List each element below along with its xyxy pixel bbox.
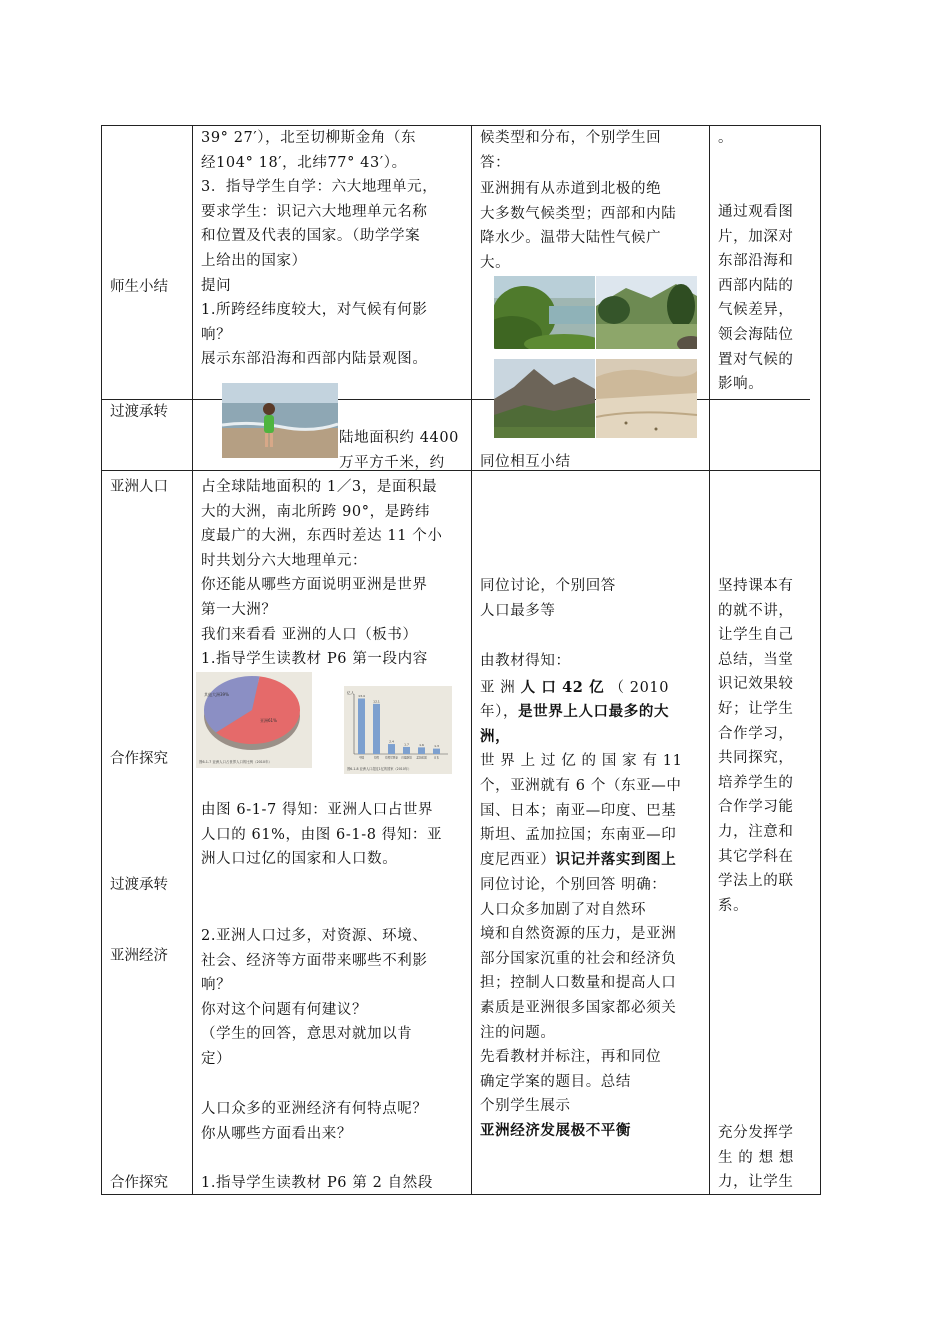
text-line: 经104° 18′，北纬77° 43′）。	[201, 154, 407, 171]
text-line: 担；控制人口数量和提高人口	[480, 975, 677, 992]
text-line: 东部沿海和	[718, 253, 794, 270]
bar-unit-label: 亿人	[347, 691, 355, 695]
bar-value-label: 2.4	[389, 739, 394, 744]
desert-dunes-photo	[596, 359, 697, 438]
bar-chart	[344, 686, 452, 774]
col-border-5	[820, 125, 821, 1195]
col-border-2	[192, 125, 193, 1195]
row-label-cooperation: 合作探究	[110, 751, 168, 767]
row-label-economy: 亚洲经济	[110, 948, 168, 964]
text-line: 总结，当堂	[718, 651, 794, 668]
text-line: 3．指导学生自学：六大地理单元，	[201, 179, 438, 196]
teacher-activity-block-5	[201, 1097, 428, 1146]
student-activity-summary: 同位相互小结	[480, 454, 571, 470]
row-label-summary: 师生小结	[110, 279, 168, 295]
land-area-text	[339, 426, 459, 475]
bar-value-label: 13.4	[358, 693, 365, 698]
row-border-2	[101, 470, 821, 471]
teacher-activity-block-4	[201, 924, 428, 1072]
bar-value-label: 1.6	[419, 742, 424, 747]
col-border-4	[709, 125, 710, 1195]
text-line: 通过观看图	[718, 204, 794, 220]
pie-label-other: 其他大洲39%	[204, 692, 229, 697]
text-line: 合作学习能	[718, 799, 794, 816]
bar-1	[373, 704, 380, 754]
text-line: 大。	[480, 254, 511, 271]
text-line: 生 的 想 想	[718, 1149, 795, 1166]
text-line: （学生的回答，意思对就加以肯	[201, 1026, 413, 1043]
population-share-pie-figure	[196, 672, 312, 768]
text-line: 1.所跨经纬度较大，对气候有何影	[201, 302, 428, 319]
text-line: 国、日本；南亚—印度、巴基	[480, 802, 677, 819]
text-line: 候类型和分布，个别学生回	[480, 130, 662, 146]
text-line: 气候差异，	[718, 302, 794, 319]
rocky-mountain-photo	[494, 359, 595, 438]
design-note-block-3	[718, 1121, 794, 1195]
teacher-activity-block-3	[201, 798, 442, 872]
text-line: 力，让学生	[718, 1174, 794, 1191]
pie-chart	[196, 672, 312, 768]
text-line: 提问	[201, 277, 232, 294]
beach-child-photo	[222, 383, 338, 458]
text-line: 个别学生展示	[480, 1098, 571, 1115]
text-line: 充分发挥学	[718, 1125, 794, 1141]
text-line	[480, 848, 682, 873]
text-line: 人口众多加剧了对自然环	[480, 901, 647, 918]
text-line: 亚洲拥有从赤道到北极的绝	[480, 181, 662, 198]
text-line: 境和自然资源的压力，是亚洲	[480, 926, 677, 943]
bar-category-label: 印度	[373, 756, 380, 760]
student-activity-block-4	[480, 873, 676, 1144]
col-border-1	[101, 125, 102, 1195]
text-line: 让学生自己	[718, 627, 794, 644]
row-label-transition-2: 过渡承转	[110, 877, 168, 893]
text-line: 坚持课本有	[718, 578, 794, 594]
text-line: 上给出的国家）	[201, 252, 307, 269]
text-line: 你对这个问题有何建议？	[201, 1001, 368, 1018]
text-line: 大的大洲，南北所跨 90°，是跨纬	[201, 503, 431, 520]
bar-category-label: 日本	[433, 756, 440, 760]
text-line: 好；让学生	[718, 700, 794, 717]
text-line: 39° 27′），北至切柳斯金角（东	[201, 130, 417, 146]
text-line: 部分国家沉重的社会和经济负	[480, 950, 677, 967]
text-line: 先看教材并标注，再和同位	[480, 1049, 662, 1066]
text-span: 度尼西亚）	[480, 851, 556, 868]
text-line: 由教材得知：	[480, 653, 571, 669]
text-span: 年），	[480, 704, 519, 721]
text-line: 人口的 61%，由图 6-1-8 得知：亚	[201, 826, 443, 843]
economy-conclusion: 亚洲经济发展极不平衡	[480, 1121, 631, 1139]
text-line: 响？	[201, 977, 232, 994]
text-line: 万平方千米，约	[339, 454, 445, 471]
bar-2	[388, 744, 395, 754]
text-line: 社会、经济等方面带来哪些不利影	[201, 952, 428, 969]
row-label-population: 亚洲人口	[110, 479, 168, 495]
text-line: 时共划分六大地理单元：	[201, 552, 368, 569]
bar-category-label: 孟加拉国	[416, 756, 427, 760]
text-line: 人口最多等	[480, 602, 556, 619]
text-line: 1.指导学生读教材 P6 第一段内容	[201, 651, 428, 668]
bar-value-label: 1.3	[434, 744, 439, 749]
population-countries-bar-figure	[344, 686, 452, 774]
text-line: 置对气候的	[718, 351, 794, 368]
text-line: 我们来看看 亚洲的人口（板书）	[201, 626, 418, 643]
bar-caption: 图6-1-8 亚洲人口超过1亿的国家（2010年）	[347, 767, 412, 771]
text-line	[480, 700, 682, 725]
highlight-text: 是世界上人口最多的大	[518, 703, 670, 721]
design-note-block-1	[718, 200, 794, 397]
bar-0	[358, 698, 365, 754]
text-line: 答：	[480, 154, 511, 171]
bar-4	[418, 747, 425, 754]
text-line: 占全球陆地面积的 1／3，是面积最	[201, 479, 438, 495]
bar-5	[433, 749, 440, 754]
text-line: 大多数气候类型；西部和内陆	[480, 205, 677, 222]
bar-3	[403, 747, 410, 754]
text-line: 和位置及代表的国家。（助学学案	[201, 228, 421, 245]
text-line: 系。	[718, 897, 749, 914]
text-line: 其它学科在	[718, 848, 794, 865]
col-border-3	[471, 125, 472, 1195]
highlight-text: 识记并落实到图上	[555, 850, 677, 868]
text-line: 的就不讲，	[718, 602, 794, 619]
text-line: 同位讨论，个别回答 明确：	[480, 877, 667, 893]
text-line: 影响。	[718, 376, 764, 393]
text-line: 确定学案的题目。总结	[480, 1073, 631, 1090]
text-line: 展示东部沿海和西部内陆景观图。	[201, 351, 428, 368]
design-note-period: 。	[718, 130, 733, 146]
teacher-activity-block-2	[201, 475, 442, 672]
teacher-activity-block-6: 1.指导学生读教材 P6 第 2 自然段	[201, 1175, 433, 1191]
bar-category-label: 巴基斯坦	[401, 756, 412, 760]
text-line: 人口众多的亚洲经济有何特点呢？	[201, 1101, 428, 1117]
text-line: 素质是亚洲很多国家都必须关	[480, 999, 677, 1016]
pie-label-asia: 亚洲61%	[260, 718, 277, 723]
student-activity-block-1	[480, 126, 676, 276]
text-line: 斯坦、孟加拉国；东南亚—印	[480, 827, 677, 844]
text-line: 第一大洲？	[201, 601, 277, 618]
student-activity-block-2	[480, 574, 616, 623]
text-line: 度最广的大洲，东西时差达 11 个小	[201, 528, 443, 545]
teacher-activity-block-1	[201, 126, 437, 372]
text-line: 响？	[201, 326, 232, 343]
text-line: 要求学生：识记六大地理单元名称	[201, 203, 428, 220]
text-line: 学法上的联	[718, 873, 794, 890]
text-line: 洲人口过亿的国家和人口数。	[201, 851, 398, 868]
text-line: 2.亚洲人口过多，对资源、环境、	[201, 928, 428, 944]
text-line: 你还能从哪些方面说明亚洲是世界	[201, 577, 428, 594]
text-line: 由图 6-1-7 得知：亚洲人口占世界	[201, 802, 434, 818]
text-line: 陆地面积约 4400	[339, 430, 460, 446]
text-line: 培养学生的	[718, 774, 794, 791]
row-label-cooperation-2: 合作探究	[110, 1175, 168, 1191]
text-line: 注的问题。	[480, 1024, 556, 1041]
text-line: 世 界 上 过 亿 的 国 家 有 11	[480, 753, 683, 770]
text-line: 识记效果较	[718, 676, 794, 693]
text-line: 领会海陆位	[718, 326, 794, 343]
design-note-block-2	[718, 574, 794, 918]
row-border-1	[101, 399, 810, 400]
coastal-forest-photo	[494, 276, 595, 349]
pie-caption: 图6-1-7 亚洲人口占世界人口的比例（2010年）	[199, 760, 272, 764]
text-line: 合作学习，	[718, 725, 794, 742]
text-span: 亚 洲	[480, 679, 521, 696]
text-line: 片，加深对	[718, 228, 794, 245]
text-line: 西部内陆的	[718, 277, 794, 294]
text-line: 洲，	[480, 727, 511, 745]
text-line: 降水少。温带大陆性气候广	[480, 230, 662, 247]
student-activity-block-3	[480, 649, 682, 872]
text-line: 同位讨论，个别回答	[480, 578, 616, 594]
text-line	[480, 676, 682, 701]
text-line: 你从哪些方面看出来？	[201, 1125, 352, 1142]
bar-value-label: 12.1	[373, 699, 380, 704]
text-line: 个，亚洲就有 6 个（东亚—中	[480, 777, 682, 794]
bar-value-label: 1.7	[404, 742, 409, 747]
bar-category-label: 印度尼西亚	[385, 756, 398, 760]
bar-category-label: 中国	[358, 756, 365, 760]
text-line: 力，注意和	[718, 823, 794, 840]
row-label-transition: 过渡承转	[110, 404, 168, 420]
text-line: 定）	[201, 1050, 232, 1067]
text-span: （ 2010	[609, 679, 670, 696]
grassland-mountain-photo	[596, 276, 697, 349]
population-figure: 人 口 42 亿	[520, 678, 605, 696]
text-line: 共同探究，	[718, 750, 794, 767]
